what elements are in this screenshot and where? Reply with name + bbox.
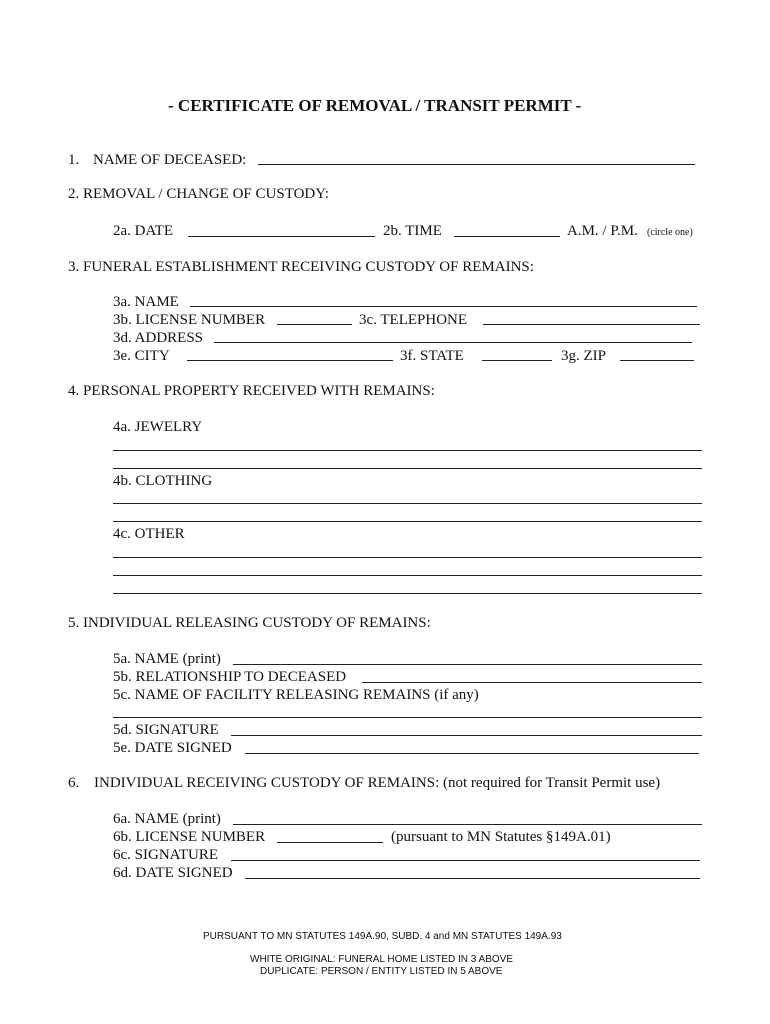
receiver-signature-field[interactable] bbox=[231, 860, 700, 861]
receiver-signature-label: 6c. SIGNATURE bbox=[113, 847, 218, 863]
other-line-2[interactable] bbox=[113, 575, 702, 576]
telephone-label: 3c. TELEPHONE bbox=[359, 312, 468, 328]
section-1-number: 1. bbox=[68, 152, 80, 168]
receiver-license-field[interactable] bbox=[277, 842, 383, 843]
releaser-signature-label: 5d. SIGNATURE bbox=[113, 722, 219, 738]
receiver-date-signed-label: 6d. DATE SIGNED bbox=[113, 865, 233, 881]
releaser-signature-field[interactable] bbox=[231, 735, 702, 736]
releaser-date-signed-label: 5e. DATE SIGNED bbox=[113, 740, 232, 756]
license-number-label: 3b. LICENSE NUMBER bbox=[113, 312, 266, 328]
other-line-3[interactable] bbox=[113, 593, 702, 594]
releaser-name-field[interactable] bbox=[233, 664, 702, 665]
removal-date-field[interactable] bbox=[188, 236, 375, 237]
state-label: 3f. STATE bbox=[400, 348, 464, 364]
clothing-label: 4b. CLOTHING bbox=[113, 473, 213, 489]
statute-reference: (pursuant to MN Statutes §149A.01) bbox=[391, 829, 611, 845]
relationship-field[interactable] bbox=[362, 682, 702, 683]
jewelry-line-1[interactable] bbox=[113, 450, 702, 451]
establishment-name-label: 3a. NAME bbox=[113, 294, 179, 310]
section-4-heading: 4. PERSONAL PROPERTY RECEIVED WITH REMAINS: bbox=[68, 383, 435, 399]
section-6-heading: INDIVIDUAL RECEIVING CUSTODY OF REMAINS: (not required for Transit Permit use) bbox=[94, 775, 661, 791]
address-label: 3d. ADDRESS bbox=[113, 330, 204, 346]
jewelry-label: 4a. JEWELRY bbox=[113, 419, 203, 435]
releaser-date-signed-field[interactable] bbox=[245, 753, 699, 754]
statutes-footer: PURSUANT TO MN STATUTES 149A.90, SUBD. 4 and MN STATUTES 149A.93 bbox=[203, 931, 562, 942]
address-field[interactable] bbox=[214, 342, 692, 343]
receiver-license-label: 6b. LICENSE NUMBER bbox=[113, 829, 266, 845]
telephone-field[interactable] bbox=[483, 324, 700, 325]
establishment-name-field[interactable] bbox=[190, 306, 697, 307]
removal-time-field[interactable] bbox=[454, 236, 560, 237]
section-6-number: 6. bbox=[68, 775, 80, 791]
form-title: - CERTIFICATE OF REMOVAL / TRANSIT PERMIT - bbox=[168, 96, 582, 115]
removal-date-label: 2a. DATE bbox=[113, 223, 173, 239]
city-label: 3e. CITY bbox=[113, 348, 170, 364]
releaser-name-label: 5a. NAME (print) bbox=[113, 651, 221, 667]
removal-time-label: 2b. TIME bbox=[383, 223, 442, 239]
facility-label: 5c. NAME OF FACILITY RELEASING REMAINS (if any) bbox=[113, 687, 479, 703]
other-line-1[interactable] bbox=[113, 557, 702, 558]
license-number-field[interactable] bbox=[277, 324, 352, 325]
section-5-heading: 5. INDIVIDUAL RELEASING CUSTODY OF REMAINS: bbox=[68, 615, 431, 631]
receiver-name-label: 6a. NAME (print) bbox=[113, 811, 221, 827]
am-pm-option[interactable]: A.M. / P.M. bbox=[567, 223, 638, 239]
jewelry-line-2[interactable] bbox=[113, 468, 702, 469]
white-original-note: WHITE ORIGINAL: FUNERAL HOME LISTED IN 3 ABOVE bbox=[250, 954, 514, 965]
duplicate-note: DUPLICATE: PERSON / ENTITY LISTED IN 5 ABOVE bbox=[260, 966, 503, 977]
other-label: 4c. OTHER bbox=[113, 526, 185, 542]
receiver-date-signed-field[interactable] bbox=[245, 878, 700, 879]
circle-one-note: (circle one) bbox=[647, 227, 693, 238]
zip-field[interactable] bbox=[620, 360, 694, 361]
relationship-label: 5b. RELATIONSHIP TO DECEASED bbox=[113, 669, 347, 685]
city-field[interactable] bbox=[187, 360, 393, 361]
deceased-name-label: NAME OF DECEASED: bbox=[93, 152, 247, 168]
section-3-heading: 3. FUNERAL ESTABLISHMENT RECEIVING CUSTODY OF REMAINS: bbox=[68, 259, 534, 275]
zip-label: 3g. ZIP bbox=[561, 348, 606, 364]
clothing-line-1[interactable] bbox=[113, 503, 702, 504]
section-2-heading: 2. REMOVAL / CHANGE OF CUSTODY: bbox=[68, 186, 329, 202]
facility-field[interactable] bbox=[113, 717, 702, 718]
state-field[interactable] bbox=[482, 360, 552, 361]
receiver-name-field[interactable] bbox=[233, 824, 702, 825]
deceased-name-field[interactable] bbox=[258, 164, 695, 165]
clothing-line-2[interactable] bbox=[113, 521, 702, 522]
